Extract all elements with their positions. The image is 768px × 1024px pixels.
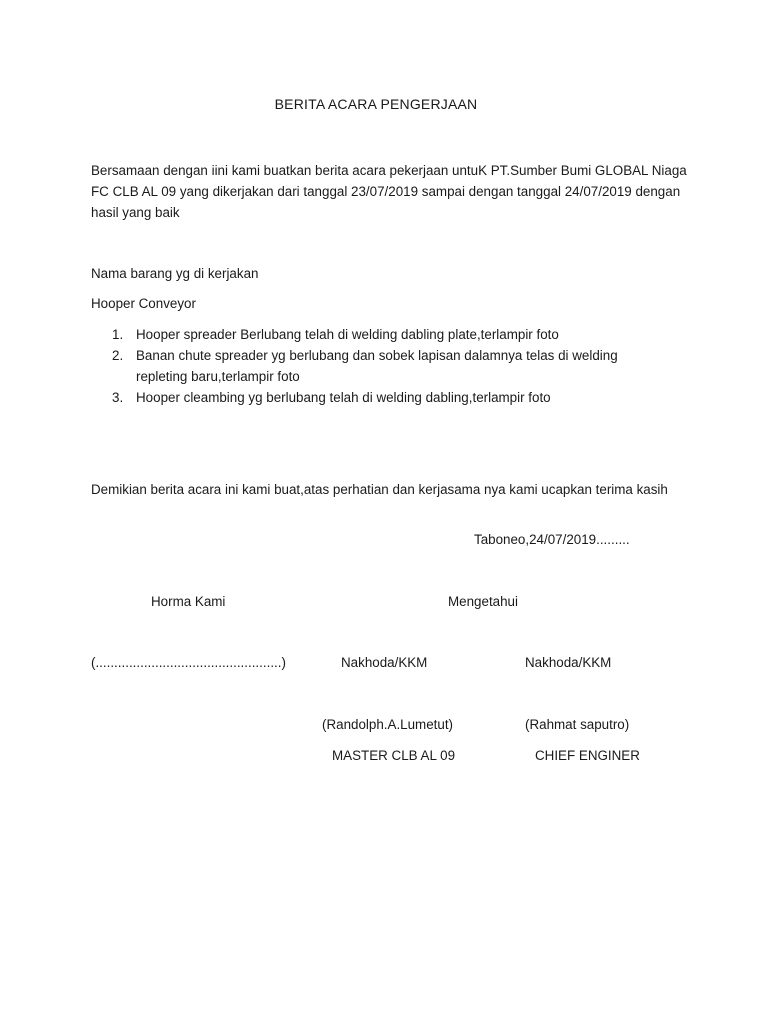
signatory-name-right: (Rahmat saputro): [525, 717, 630, 732]
list-item: [91, 324, 651, 345]
item-group-heading: Hooper Conveyor: [91, 296, 196, 311]
intro-paragraph: Bersamaan dengan iini kami buatkan berita acara pekerjaan untuK PT.Sumber Bumi GLOBAL Niaga FC CLB AL 09 yang dikerjakan dari tanggal 23/07/2019 sampai dengan tanggal 24/07/2019 dengan hasil yang baik: [91, 163, 687, 220]
list-item-number: 3.: [112, 390, 124, 405]
document-title: BERITA ACARA PENGERJAAN: [274, 96, 478, 112]
signature-dotted-line: (..................................................): [91, 655, 286, 670]
nakhoda-right-label: Nakhoda/KKM: [525, 655, 612, 670]
mengetahui-label: Mengetahui: [448, 594, 518, 609]
signatory-name-left: (Randolph.A.Lumetut): [322, 717, 454, 732]
work-items-list: [91, 324, 651, 408]
horma-kami-label: Horma Kami: [151, 594, 226, 609]
items-label: Nama barang yg di kerjakan: [91, 266, 259, 281]
nakhoda-left-label: Nakhoda/KKM: [341, 655, 428, 670]
closing-paragraph: Demikian berita acara ini kami buat,atas perhatian dan kerjasama nya kami ucapkan terima kasih: [91, 482, 668, 497]
place-date: Taboneo,24/07/2019.........: [474, 532, 630, 547]
signatory-role-right: CHIEF ENGINER: [535, 748, 640, 763]
list-item: [91, 387, 651, 408]
list-item-number: 1.: [112, 327, 124, 342]
list-item-text: Banan chute spreader yg berlubang dan sobek lapisan dalamnya telas di welding repleting baru,terlampir foto: [136, 348, 618, 384]
signatory-role-left: MASTER CLB AL 09: [332, 748, 456, 763]
list-item-text: Hooper cleambing yg berlubang telah di welding dabling,terlampir foto: [136, 390, 551, 405]
list-item: [91, 345, 651, 387]
list-item-text: Hooper spreader Berlubang telah di welding dabling plate,terlampir foto: [136, 327, 559, 342]
list-item-number: 2.: [112, 348, 124, 363]
